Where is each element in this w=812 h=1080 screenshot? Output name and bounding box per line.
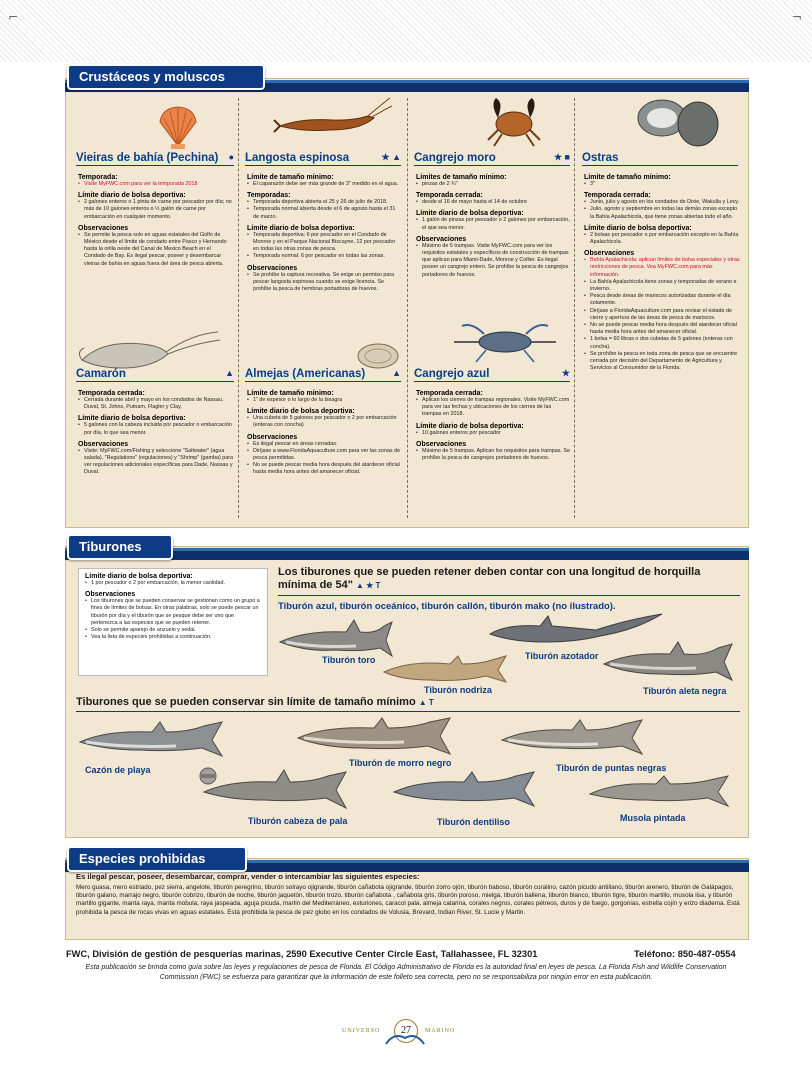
column-divider — [238, 98, 239, 518]
column-divider — [574, 98, 575, 518]
regulation-marker: ★ — [561, 368, 570, 378]
reg-item: • Una cubeta de 5 galones por pescador o 2 por embarcación (enteras con concha) — [247, 415, 402, 429]
shark-label: Tiburón nodriza — [424, 685, 492, 695]
reg-item: • Solo se permite aparejo de anzuelo y sedal. — [85, 627, 261, 634]
reg-heading: Temporadas: — [247, 192, 291, 200]
shark-label: Tiburón aleta negra — [643, 686, 727, 696]
reg-heading: Límite diario de bolsa deportiva: — [416, 210, 524, 218]
reg-item: • El caparazón debe ser más grande de 3" medido en el agua. — [247, 181, 402, 188]
reg-heading: Temporada: — [78, 174, 118, 181]
shark-label: Tiburón de puntas negras — [556, 763, 667, 773]
regulation-marker: ▲ T — [418, 698, 434, 707]
reg-item: • Temporada normal: 6 por pescador en todas las zonas. — [247, 253, 402, 260]
blacktip-shark-illustration — [600, 640, 740, 686]
reg-heading: Observaciones — [85, 591, 136, 599]
footer-address: FWC, División de gestión de pesquerías marinas, 2590 Executive Center Circle East, Tallahassee, FL 32301 — [66, 949, 538, 959]
shark-size-heading — [278, 566, 718, 592]
reg-heading: Límite diario de bolsa deportiva: — [416, 422, 524, 430]
species-regulations — [78, 170, 234, 268]
section-title: Tiburones — [67, 534, 173, 560]
reg-heading: Temporada cerrada: — [78, 390, 145, 397]
reg-heading: Temporada cerrada: — [584, 192, 651, 200]
section-title: Crustáceos y moluscos — [67, 64, 265, 90]
reg-heading: Límite diario de bolsa deportiva: — [85, 573, 193, 580]
species-regulations — [247, 170, 402, 293]
regulation-marker: ★ ■ — [553, 152, 570, 162]
heading-text: Los tiburones que se pueden retener deben contar con una longitud de horquilla mínima de 54" — [278, 566, 701, 591]
reg-item: • 3" — [584, 181, 740, 188]
reg-item: • 2 bolsas por pescador o por embarcación excepto en la Bahía Apalachicola. — [584, 232, 740, 246]
regulation-marker: ▲ — [392, 368, 401, 378]
reg-heading: Límite diario de bolsa deportiva: — [78, 192, 186, 200]
reg-item: • Es ilegal pescar en áreas cerradas. — [247, 441, 402, 448]
reg-item: • Temporada normal abierta desde el 6 de agosto hasta el 31 de marzo. — [247, 206, 402, 220]
shark-label: Tiburón azotador — [525, 651, 599, 661]
shark-label: Tiburón de morro negro — [349, 758, 452, 768]
reg-heading: Límite diario de bolsa deportiva: — [247, 224, 355, 232]
clam-illustration — [356, 342, 400, 370]
blacknose-shark-illustration — [294, 716, 454, 758]
reg-item: • No se puede pescar media hora después del atardecer oficial hasta media hora antes del amanecer oficial. — [584, 322, 740, 336]
smooth-dogfish-illustration — [586, 774, 732, 810]
reg-heading: Observaciones — [78, 224, 129, 232]
reg-item: • Junio, julio y agosto en los condados de Dixie, Wakulla y Levy. — [584, 199, 740, 206]
nurse-shark-illustration — [380, 652, 510, 686]
species-regulations — [247, 386, 402, 477]
reg-item: • pinzas de 2 ¾" — [416, 181, 570, 188]
scallop-illustration — [158, 104, 198, 150]
reg-item: • desde el 16 de mayo hasta el 14 de octubre — [416, 199, 570, 206]
reg-item: • No se puede pescar media hora después del atardecer oficial hasta media hora antes del amanecer oficial. — [247, 462, 402, 476]
registration-mark: ¬ — [792, 10, 803, 24]
reg-item: • La Bahía Apalachicola tiene zonas y temporadas de verano e invierno. — [584, 279, 740, 293]
footer-phone: Teléfono: 850-487-0554 — [634, 949, 736, 959]
reg-item: • Máximo de 5 trampas. Aplican los requisitos para trampas. Se prohíbe la pesca de cangrejos portadores de huevos. — [416, 448, 570, 462]
column-divider — [407, 98, 408, 518]
footer-disclaimer: Esta publicación se brinda como guía sobre las leyes y regulaciones de pesca de Florida. El Código Administrativo de Florida es la autoridad final en leyes de pesca. La Florida Fish and Wildlife Conservation Commission (FWC) se esfuerza para garantizar que la información de este folleto sea correcta, pero no se responsabiliza por ningún error en esta publicación. — [85, 964, 727, 981]
reg-heading: Límite diario de bolsa deportiva: — [78, 415, 186, 423]
reg-item: • 2 galones enteros o 1 pinta de carne por pescador por día; no más de 10 galones enteros o ½ galón de carne por embarcación en cualquier momento. — [78, 199, 234, 221]
header-texture — [0, 0, 812, 62]
section-title: Especies prohibidas — [67, 846, 247, 872]
reg-heading: Límite de tamaño mínimo: — [247, 174, 334, 181]
page-number: 27 — [394, 1019, 418, 1043]
shark-label: Musola pintada — [620, 813, 686, 823]
blue-crab-illustration — [450, 318, 560, 364]
reg-item: • 1 por pescador o 2 por embarcación, la menor cantidad. — [85, 580, 261, 587]
shark-label: Tiburón dentiliso — [437, 817, 510, 827]
shark-label: Tiburón toro — [322, 655, 376, 665]
reg-item: • Máximo de 5 trampas. Visite MyFWC.com para ver los requisitos estatales y específicos de construcción de trampas que aplican para Miami-Dade, Monroe y Collier. Es ilegal poseer un cangrejo entero. Se prohíbe la pesca de cangrejos portadores de huevos. — [416, 243, 570, 279]
lobster-illustration — [272, 96, 392, 140]
no-minimum-heading — [76, 696, 434, 708]
species-regulations — [584, 170, 740, 372]
reg-heading: Límite de tamaño mínimo: — [584, 174, 671, 181]
reg-heading: Observaciones — [247, 264, 298, 272]
regulation-marker: ▲ ★ T — [355, 581, 381, 590]
species-title: Cangrejo moro ★ ■ — [414, 152, 570, 164]
reg-item: • Temporada deportiva abierta el 25 y 26 de julio de 2018. — [247, 199, 402, 206]
reg-item: • Se prohíbe la captura recreativa. Se exige un permiso para pescar langosta espinosa cuando se exige licencia. Se prohíbe la pesca de hembras portadoras de huevos. — [247, 272, 402, 294]
reg-item: • 1 bolsa = 60 libras o dos cubetas de 5 galones (enteras con concha). — [584, 336, 740, 350]
reg-item: • Julio, agosto y septiembre en todas las demás zonas excepto la Bahía Apalachicola, que tiene zonas abiertas todo el año. — [584, 206, 740, 220]
species-title: Langosta espinosa ★ ▲ — [245, 152, 401, 164]
reg-item: • Diríjase a FloridaAquaculture.com para revisar el estado de cierre y apertura de las áreas de pesca de mariscos. — [584, 308, 740, 322]
reg-heading: Límite diario de bolsa deportiva: — [247, 408, 355, 416]
finetooth-shark-illustration — [498, 718, 646, 758]
reg-item: • 10 galones enteros por pescador — [416, 430, 570, 437]
reg-item: • Temporada deportiva: 6 por pescador en el Condado de Monroe y en el Parque Nacional Biscayne, 12 por pescador en todas las otras zonas de pesca. — [247, 232, 402, 254]
reg-heading: Límite de tamaño mínimo: — [247, 390, 334, 397]
reg-heading: Temporada cerrada: — [416, 192, 483, 200]
species-title: Cangrejo azul ★ — [414, 368, 570, 380]
heading-text: Tiburones que se pueden conservar sin límite de tamaño mínimo — [76, 696, 416, 708]
reg-heading: Observaciones — [416, 235, 467, 243]
species-regulations — [416, 170, 570, 279]
reg-item: • Los tiburones que se pueden conservar se gestionan como un grupo a fines de límites de bolsas. En otras palabras, solo se puede pescar un tiburón por día y el tiburón que se pesque debe ser uno que pertenezca a las especies que se pueden retener. — [85, 598, 261, 627]
shark-subhead: Tiburón azul, tiburón oceánico, tiburón callón, tiburón mako (no ilustrado). — [278, 601, 616, 612]
species-regulations — [416, 386, 570, 462]
registration-mark: ⌐ — [8, 10, 19, 24]
species-title: Vieiras de bahía (Pechina) ● — [76, 152, 234, 164]
no-minimum-underline — [76, 711, 740, 712]
shark-label: Tiburón cabeza de pala — [248, 816, 348, 826]
reg-heading: Observaciones — [247, 433, 298, 441]
reg-item: • Se prohíbe la pesca en toda zona de pesca que se encuentre cerrada por decisión del Departamento de Agricultura y Servicios al Consumidor de la Florida. — [584, 351, 740, 373]
bonnethead-shark-illustration — [200, 768, 350, 812]
brand-right: MARINO — [425, 1028, 456, 1034]
stone-crab-illustration — [486, 94, 542, 148]
atlantic-sharpnose-illustration — [76, 720, 226, 760]
reg-item: • 1" de espesor o lo largo de la bisagra — [247, 397, 402, 404]
reg-item: • Visite: MyFWC.com/Fishing y seleccione "Saltwater" (agua salada), "Regulations" (regulaciones) y "Shrimp" (gamba) para ver regulaciones adicionales específicas para Dade, Nassau y Duval. — [78, 448, 234, 477]
reg-item: • 1 galón de pinzas por pescador o 2 galones por embarcación, el que sea menor. — [416, 217, 570, 231]
reg-item: • Diríjase a www.FloridaAquaculture.com para ver las zonas de pesca permitidas. — [247, 448, 402, 462]
species-title: Camarón ▲ — [76, 368, 234, 380]
sharpnose-shark-illustration — [390, 770, 538, 810]
regulation-marker: ● — [228, 152, 234, 162]
reg-heading: Límites de tamaño mínimo: — [416, 174, 507, 181]
reg-item: • Bahía Apalachicola: aplican límites de bolsa especiales y otras restricciones de pesca. Vea MyFWC.com para más información. — [584, 257, 740, 279]
brand-left: UNIVERSO — [342, 1028, 381, 1034]
reg-item: • Aplican los cierres de trampas regionales. Visite MyFWC.com para ver las fechas y ubicaciones de los cierres de las trampas en 2018. — [416, 397, 570, 419]
species-title: Almejas (Americanas) ▲ — [245, 368, 401, 380]
species-regulations — [78, 386, 234, 477]
brand-emblem-icon — [384, 1030, 426, 1046]
regulation-marker: ▲ — [225, 368, 234, 378]
reg-heading: Temporada cerrada: — [416, 390, 483, 397]
reg-item: • Vea la lista de especies prohibidas a continuación. — [85, 634, 261, 641]
reg-item: • 5 galones con la cabeza incluida por pescador o embarcación por día, lo que sea menor. — [78, 422, 234, 436]
shark-label: Cazón de playa — [85, 765, 151, 775]
species-title: Ostras — [582, 152, 738, 166]
reg-item: • Cerrada durante abril y mayo en los condados de Nassau, Duval, St. Johns, Putnam, Flagler y Clay. — [78, 397, 234, 411]
reg-heading: Observaciones — [78, 440, 129, 448]
shark-rules-box — [78, 568, 268, 676]
shark-size-underline — [278, 595, 740, 596]
reg-item: • Visite MyFWC.com para ver la temporada 2018 — [78, 181, 234, 188]
regulation-marker: ★ ▲ — [381, 152, 401, 162]
reg-item: • Se permite la pesca solo en aguas estatales del Golfo de México desde el límite de condado entre Pasco y Hernando hasta la orilla oeste del Canal de Mexico Beach en el Condado de Bay. Es ilegal pescar, poseer y desembarcar vieiras de bahía en aguas fuera del área de pesca abierta. — [78, 232, 234, 268]
prohibited-lead: Es ilegal pescar, poseer, desembarcar, comprar, vender o intercambiar las siguientes especies: — [76, 872, 420, 881]
reg-item: • Pesca desde áreas de mariscos autorizadas durante el día solamente. — [584, 293, 740, 307]
reg-heading: Observaciones — [416, 440, 467, 448]
reg-heading: Límite diario de bolsa deportiva: — [584, 224, 692, 232]
prohibited-list: Mero guasa, mero estriado, pez sierra, angelote, tiburón peregrino, tiburón solrayo ojigrande, tiburón cañabota ojigrande, tiburón zorro ojón, tiburón baboso, tiburón coralino, cazón picudo antillano, tiburón arenero, tiburón de Galápagos, tiburón galano, marrajo negro, tiburón cobrizo, tiburón de noche, tiburón jaquetón, tiburón trozo, tiburón cañabota , cañabota gris, tiburón poroso, mielga, tiburón ballena, tiburón blanco, tiburón tigre, tiburón martillo, musola lisa, y tiburón martillo gigante, manta raya, manta mobula, raya jaspeada, aguja picuda, marlín del Mediterráneo, esturiones, caracol pala, almeja catarina, corales negros, corales pétreos, duros y de fuego, gorgonias, estrella cojín y erizo diadema. Está prohibida la pesca de rocas vivas en aguas estatales. Está prohibida la pesca de pez globo en los condados de Volusia, Brevard, Indian River, St. Lucie y Martin. — [76, 884, 740, 916]
reg-heading: Observaciones — [584, 250, 635, 258]
oyster-illustration — [634, 96, 722, 148]
